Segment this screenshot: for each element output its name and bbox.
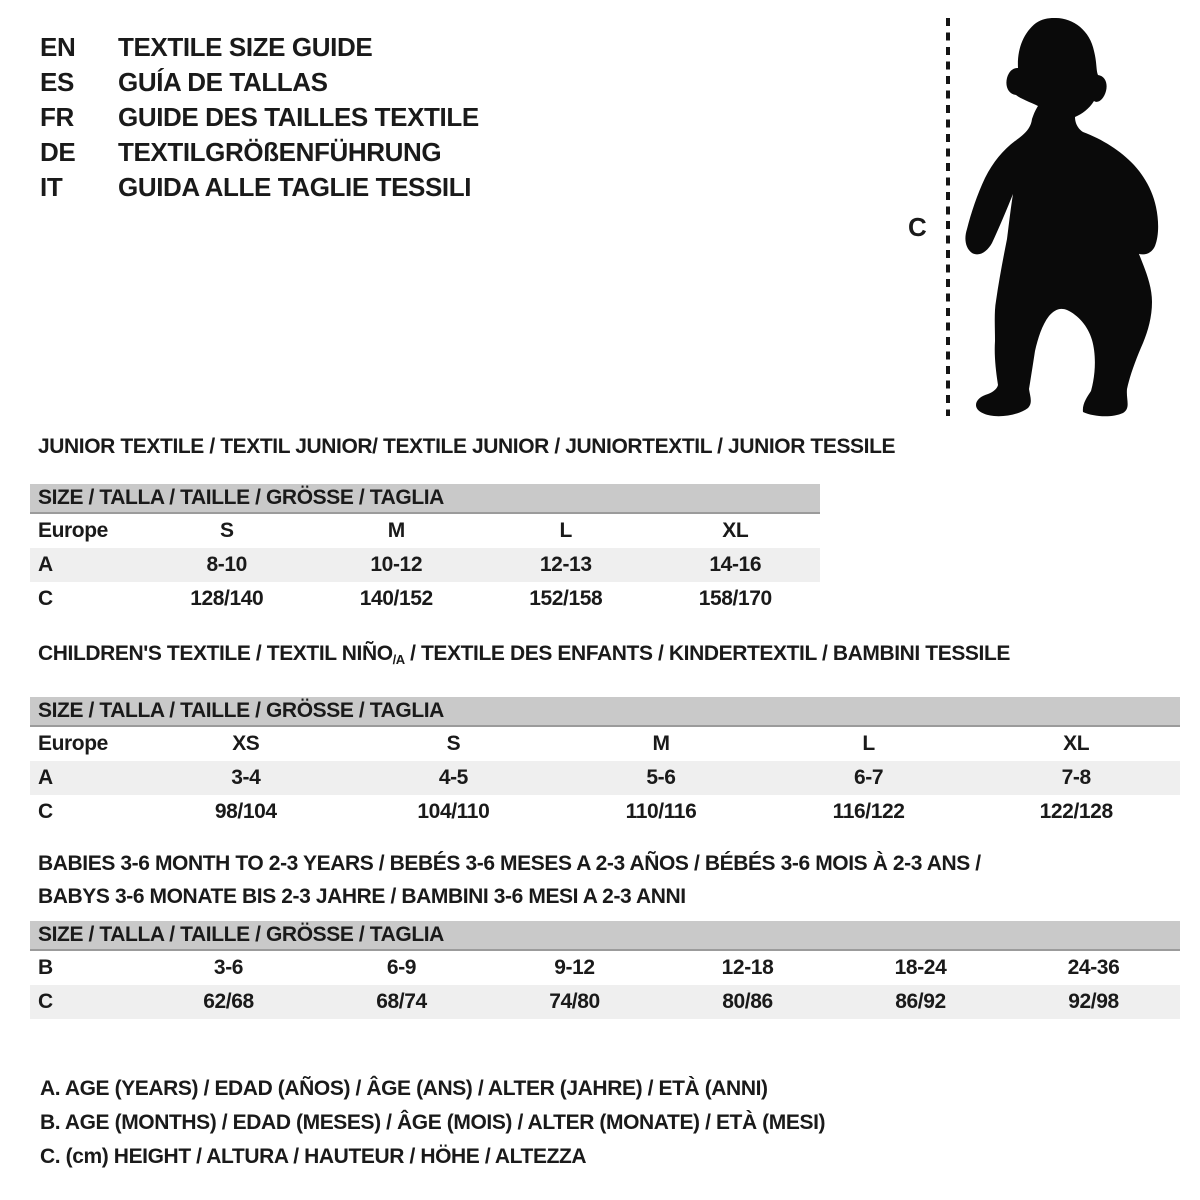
table-cell: 68/74 <box>376 990 427 1013</box>
section-title-babies-line2: BABYS 3-6 MONATE BIS 2-3 JAHRE / BAMBINI 3-6 MESI A 2-3 ANNI <box>38 885 686 908</box>
section-children <box>0 642 1200 829</box>
language-code: IT <box>40 172 63 202</box>
table-cell: 86/92 <box>895 990 946 1013</box>
language-title: TEXTILGRÖßENFÜHRUNG <box>118 137 442 167</box>
language-row <box>40 100 479 135</box>
legend-line-b: B. AGE (MONTHS) / EDAD (MESES) / ÂGE (MOIS) / ALTER (MONATE) / ETÀ (MESI) <box>40 1111 826 1134</box>
table-cell: 10-12 <box>370 553 423 576</box>
row-label: Europe <box>38 519 108 542</box>
toddler-silhouette-icon <box>950 10 1180 420</box>
height-measure-label: C <box>908 212 927 242</box>
row-label: C <box>38 587 53 610</box>
table-cell: 3-4 <box>231 766 261 789</box>
table-cell: 12-13 <box>539 553 592 576</box>
language-title: TEXTILE SIZE GUIDE <box>118 32 373 62</box>
row-label: Europe <box>38 732 108 755</box>
table-cell: XS <box>232 732 260 755</box>
table-cell: XL <box>1063 732 1090 755</box>
measure-legend <box>40 1072 825 1174</box>
table-cell: 74/80 <box>549 990 600 1013</box>
table-cell: M <box>387 519 405 542</box>
table-cell: 104/110 <box>417 800 490 823</box>
language-row <box>40 170 479 205</box>
table-cell: 12-18 <box>721 956 774 979</box>
table-cell: M <box>652 732 670 755</box>
table-cell: 14-16 <box>709 553 762 576</box>
table-cell: 116/122 <box>832 800 905 823</box>
table-cell: 6-7 <box>854 766 884 789</box>
table-cell: 122/128 <box>1039 800 1113 823</box>
section-title-junior: JUNIOR TEXTILE / TEXTIL JUNIOR/ TEXTILE JUNIOR / JUNIORTEXTIL / JUNIOR TESSILE <box>38 435 896 458</box>
table-cell: XL <box>722 519 749 542</box>
table-row-age <box>30 548 820 582</box>
section-junior <box>0 435 1200 616</box>
row-label: B <box>38 956 53 979</box>
language-code: FR <box>40 102 74 132</box>
table-cell: 4-5 <box>438 766 468 789</box>
language-row <box>40 65 479 100</box>
babies-size-table <box>30 921 1180 1019</box>
language-row <box>40 30 479 65</box>
size-header-row: SIZE / TALLA / TAILLE / GRÖSSE / TAGLIA <box>30 921 1180 951</box>
table-cell: 62/68 <box>203 990 254 1013</box>
language-title: GUIDE DES TAILLES TEXTILE <box>118 102 479 132</box>
size-header-row: SIZE / TALLA / TAILLE / GRÖSSE / TAGLIA <box>30 697 1180 727</box>
language-title: GUIDA ALLE TAGLIE TESSILI <box>118 172 472 202</box>
title-subscript: /A <box>392 652 405 667</box>
language-row <box>40 135 479 170</box>
language-title-list <box>40 30 479 205</box>
table-cell: S <box>219 519 234 542</box>
table-cell: L <box>862 732 875 755</box>
size-header-row: SIZE / TALLA / TAILLE / GRÖSSE / TAGLIA <box>30 484 820 514</box>
language-code: DE <box>40 137 76 167</box>
junior-size-table <box>30 484 820 616</box>
language-code: ES <box>40 67 74 97</box>
table-row-height <box>30 795 1180 829</box>
table-row-europe <box>30 514 820 548</box>
children-size-table <box>30 697 1180 829</box>
row-label: A <box>38 766 53 789</box>
title-part: / TEXTILE DES ENFANTS / KINDERTEXTIL / BAMBINI TESSILE <box>404 642 1011 665</box>
title-part: CHILDREN'S TEXTILE / TEXTIL NIÑO <box>38 642 393 665</box>
language-title: GUÍA DE TALLAS <box>118 67 328 97</box>
legend-line-a: A. AGE (YEARS) / EDAD (AÑOS) / ÂGE (ANS) / ALTER (JAHRE) / ETÀ (ANNI) <box>40 1077 768 1100</box>
table-cell: L <box>559 519 572 542</box>
table-cell: 6-9 <box>386 956 417 979</box>
table-row-europe <box>30 727 1180 761</box>
table-row-height <box>30 582 820 616</box>
table-cell: 140/152 <box>359 587 433 610</box>
table-cell: 80/86 <box>722 990 773 1013</box>
section-title-children <box>38 642 1200 672</box>
row-label: C <box>38 800 53 823</box>
row-label: C <box>38 990 53 1013</box>
table-cell: 5-6 <box>646 766 676 789</box>
language-code: EN <box>40 32 76 62</box>
table-cell: 110/116 <box>625 800 697 823</box>
table-cell: S <box>446 732 461 755</box>
table-row-months <box>30 951 1180 985</box>
table-cell: 3-6 <box>213 956 244 979</box>
table-cell: 128/140 <box>190 587 264 610</box>
table-cell: 9-12 <box>554 956 595 979</box>
table-row-height <box>30 985 1180 1019</box>
table-cell: 98/104 <box>214 800 277 823</box>
table-cell: 92/98 <box>1068 990 1119 1013</box>
legend-line-c: C. (cm) HEIGHT / ALTURA / HAUTEUR / HÖHE / ALTEZZA <box>40 1145 587 1168</box>
row-label: A <box>38 553 53 576</box>
section-title-babies-line1: BABIES 3-6 MONTH TO 2-3 YEARS / BEBÉS 3-6 MESES A 2-3 AÑOS / BÉBÉS 3-6 MOIS À 2-3 ANS / <box>38 852 981 875</box>
table-cell: 18-24 <box>894 956 947 979</box>
table-cell: 8-10 <box>206 553 247 576</box>
section-babies <box>0 852 1200 1019</box>
table-cell: 7-8 <box>1061 766 1091 789</box>
table-row-age <box>30 761 1180 795</box>
table-cell: 24-36 <box>1067 956 1120 979</box>
table-cell: 152/158 <box>529 587 603 610</box>
table-cell: 158/170 <box>698 587 772 610</box>
